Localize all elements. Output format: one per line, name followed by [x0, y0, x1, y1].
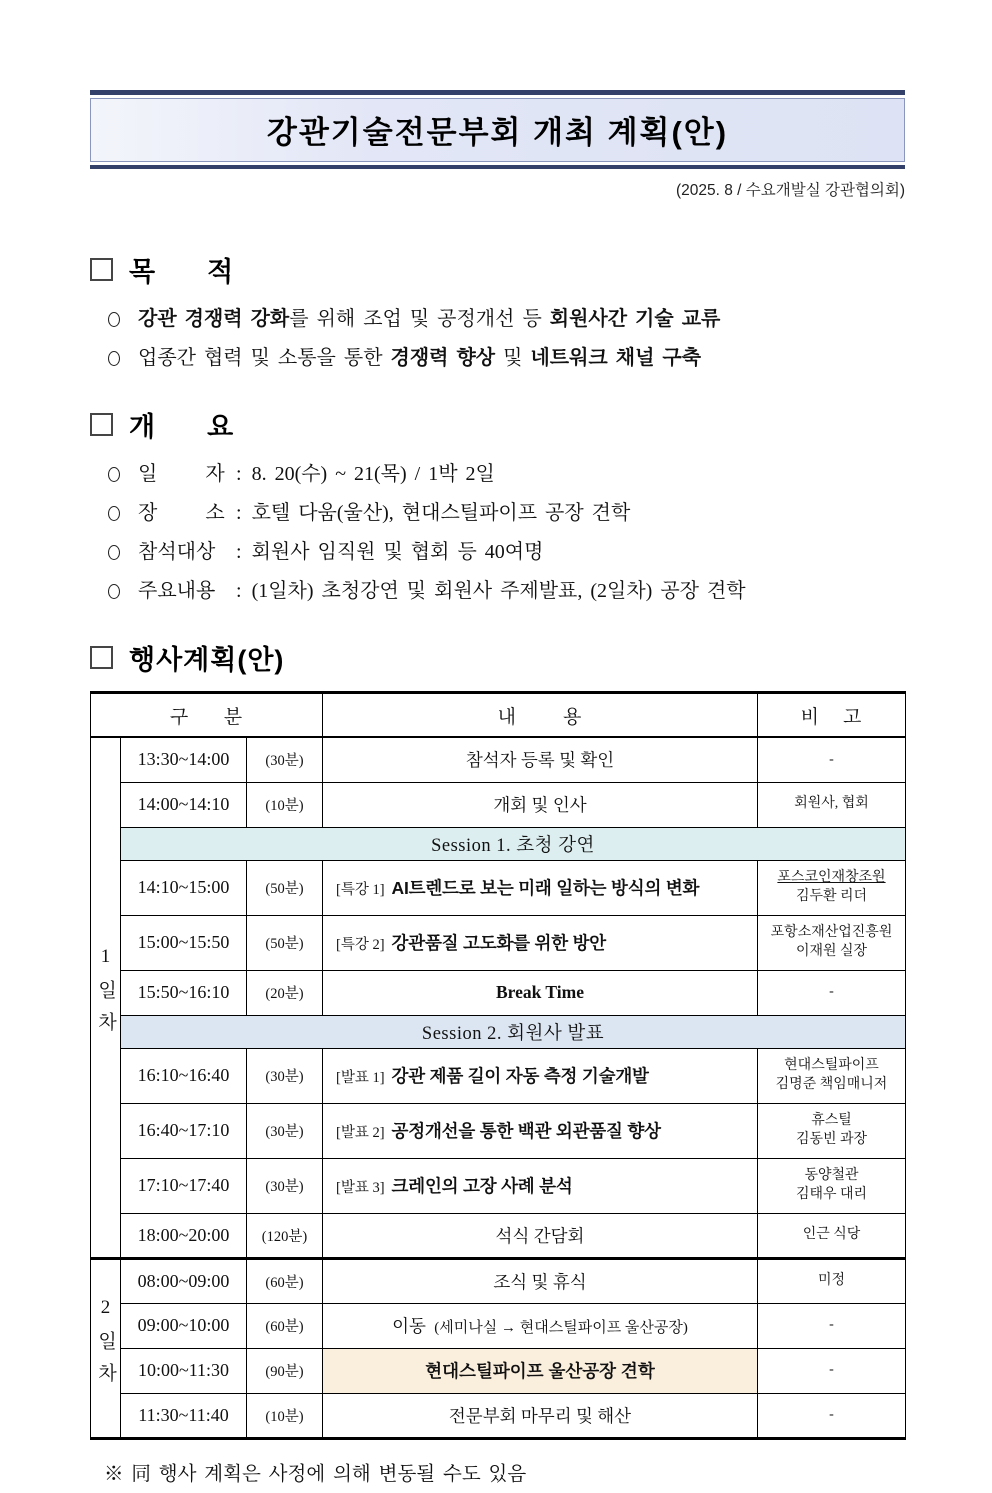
overview-item — [108, 537, 905, 567]
overview-separator: : — [236, 580, 242, 602]
time-cell: 14:00~14:10 — [121, 782, 247, 827]
talk-prefix: [발표 3] — [336, 1180, 385, 1196]
talk-title: 공정개선을 통한 백관 외관품질 향상 — [391, 1121, 661, 1141]
overview-item — [108, 576, 905, 606]
overview-label: 참석대상 — [138, 541, 216, 563]
content-cell: 석식 간담회 — [323, 1213, 758, 1258]
document-title: 강관기술전문부회 개최 계획(안) — [266, 115, 729, 150]
purpose-item-text — [138, 343, 701, 373]
purpose-item — [108, 304, 905, 334]
duration-cell: (20분) — [247, 970, 323, 1015]
content-main: 이동 — [392, 1316, 426, 1336]
session2-title: Session 2. 회원사 발표 — [121, 1015, 906, 1048]
time-cell: 14:10~15:00 — [121, 860, 247, 915]
talk-prefix: [발표 1] — [336, 1070, 385, 1086]
time-cell: 16:10~16:40 — [121, 1048, 247, 1103]
overview-item — [108, 459, 905, 489]
content-cell — [323, 860, 758, 915]
purpose-item — [108, 343, 905, 373]
note-cell — [758, 1103, 906, 1158]
duration-cell: (50분) — [247, 915, 323, 970]
purpose-bold-text: 경쟁력 향상 — [390, 347, 496, 369]
footnote: ※ 同 행사 계획은 사정에 의해 변동될 수도 있음 — [104, 1463, 527, 1485]
day2-cell — [91, 1258, 121, 1438]
content-cell — [323, 1303, 758, 1348]
overview-separator: : — [236, 541, 242, 563]
purpose-bold-text: 회원사간 기술 교류 — [549, 308, 721, 330]
note-cell: - — [758, 1348, 906, 1393]
note-person: 김동빈 과장 — [795, 1131, 868, 1147]
overview-label: 일 자 — [138, 463, 225, 485]
note-person: 이재원 실장 — [795, 943, 868, 959]
content-cell: 전문부회 마무리 및 해산 — [323, 1393, 758, 1438]
document-page — [0, 90, 992, 1486]
table-row — [91, 1048, 906, 1103]
time-cell: 17:10~17:40 — [121, 1158, 247, 1213]
highlighted-content-cell: 현대스틸파이프 울산공장 견학 — [323, 1348, 758, 1393]
duration-cell: (30분) — [247, 1103, 323, 1158]
checkbox-icon — [90, 646, 113, 669]
overview-value: 호텔 다움(울산), 현대스틸파이프 공장 견학 — [251, 502, 631, 524]
duration-cell: (60분) — [247, 1303, 323, 1348]
table-row — [91, 915, 906, 970]
talk-prefix: [특강 1] — [336, 882, 385, 898]
time-cell: 08:00~09:00 — [121, 1258, 247, 1303]
table-row — [91, 1213, 906, 1258]
duration-cell: (60분) — [247, 1258, 323, 1303]
overview-separator: : — [236, 502, 242, 524]
content-sub: (세미나실 → 현대스틸파이프 울산공장) — [434, 1320, 688, 1336]
time-cell: 15:50~16:10 — [121, 970, 247, 1015]
note-cell — [758, 915, 906, 970]
table-row — [91, 970, 906, 1015]
duration-cell: (10분) — [247, 1393, 323, 1438]
circle-bullet-icon — [108, 467, 120, 482]
checkbox-icon — [90, 258, 113, 281]
section-purpose-title: 목 적 — [129, 257, 235, 287]
overview-label: 주요내용 — [138, 580, 216, 602]
duration-cell: (30분) — [247, 737, 323, 782]
overview-list — [90, 459, 905, 606]
note-cell: - — [758, 1303, 906, 1348]
talk-title: 크레인의 고장 사례 분석 — [391, 1176, 573, 1196]
note-org: 현대스틸파이프 — [784, 1058, 879, 1074]
content-cell — [323, 915, 758, 970]
note-org: 동양철관 — [804, 1168, 859, 1184]
note-cell: - — [758, 1393, 906, 1438]
purpose-normal-text: 를 위해 조업 및 공정개선 등 — [289, 308, 550, 330]
note-org: 휴스틸 — [811, 1113, 852, 1129]
note-cell: 미정 — [758, 1258, 906, 1303]
note-cell: - — [758, 970, 906, 1015]
content-cell — [323, 1158, 758, 1213]
title-banner-inner — [90, 98, 905, 162]
duration-cell: (50분) — [247, 860, 323, 915]
col-header-content: 내 용 — [323, 693, 758, 738]
table-row — [91, 1348, 906, 1393]
time-cell: 15:00~15:50 — [121, 915, 247, 970]
section-purpose-heading — [90, 250, 905, 289]
note-cell — [758, 860, 906, 915]
content-cell: 참석자 등록 및 확인 — [323, 737, 758, 782]
table-row — [91, 1393, 906, 1438]
duration-cell: (30분) — [247, 1048, 323, 1103]
table-row — [91, 860, 906, 915]
circle-bullet-icon — [108, 351, 120, 366]
table-row — [91, 1258, 906, 1303]
talk-prefix: [발표 2] — [336, 1125, 385, 1141]
table-row — [91, 737, 906, 782]
section-overview-title: 개 요 — [129, 412, 235, 442]
document-subtitle: (2025. 8 / 수요개발실 강관협의회) — [676, 182, 905, 199]
talk-title: 강관품질 고도화를 위한 방안 — [391, 933, 606, 953]
schedule-table — [90, 691, 906, 1440]
time-cell: 16:40~17:10 — [121, 1103, 247, 1158]
time-cell: 09:00~10:00 — [121, 1303, 247, 1348]
note-cell: - — [758, 737, 906, 782]
purpose-bold-text: 강관 경쟁력 강화 — [138, 308, 290, 330]
session1-title: Session 1. 초청 강연 — [121, 827, 906, 860]
duration-cell: (30분) — [247, 1158, 323, 1213]
overview-value: 회원사 임직원 및 협회 등 40여명 — [251, 541, 544, 563]
note-org: 포스코인재창조원 — [777, 870, 886, 886]
content-cell — [323, 1103, 758, 1158]
circle-bullet-icon — [108, 312, 120, 327]
note-person: 김두환 리더 — [795, 888, 868, 904]
note-person: 김태우 대리 — [795, 1186, 868, 1202]
duration-cell: (90분) — [247, 1348, 323, 1393]
col-header-group: 구 분 — [91, 693, 323, 738]
circle-bullet-icon — [108, 584, 120, 599]
note-cell: 인근 식당 — [758, 1213, 906, 1258]
overview-value: (1일차) 초청강연 및 회원사 주제발표, (2일차) 공장 견학 — [251, 580, 746, 602]
schedule-header-row — [91, 693, 906, 738]
overview-item — [108, 498, 905, 528]
time-cell: 18:00~20:00 — [121, 1213, 247, 1258]
title-banner — [90, 90, 905, 169]
day2-label: 2일차 — [95, 1296, 116, 1395]
content-cell: Break Time — [323, 970, 758, 1015]
circle-bullet-icon — [108, 506, 120, 521]
talk-title: AI트렌드로 보는 미래 일하는 방식의 변화 — [391, 878, 700, 898]
time-cell: 11:30~11:40 — [121, 1393, 247, 1438]
overview-label: 장 소 — [138, 502, 225, 524]
col-header-note: 비 고 — [758, 693, 906, 738]
section-schedule-title: 행사계획(안) — [129, 645, 285, 675]
time-cell: 10:00~11:30 — [121, 1348, 247, 1393]
time-cell: 13:30~14:00 — [121, 737, 247, 782]
overview-value: 8. 20(수) ~ 21(목) / 1박 2일 — [251, 463, 495, 485]
content-cell: 조식 및 휴식 — [323, 1258, 758, 1303]
duration-cell: (120분) — [247, 1213, 323, 1258]
session1-row — [91, 827, 906, 860]
talk-title: 강관 제품 길이 자동 측정 기술개발 — [391, 1066, 649, 1086]
session2-row — [91, 1015, 906, 1048]
day1-cell — [91, 737, 121, 1258]
note-org: 포항소재산업진흥원 — [770, 925, 893, 941]
purpose-list — [90, 304, 905, 373]
checkbox-icon — [90, 413, 113, 436]
content-cell — [323, 1048, 758, 1103]
talk-prefix: [특강 2] — [336, 937, 385, 953]
content-cell: 개회 및 인사 — [323, 782, 758, 827]
note-cell — [758, 1158, 906, 1213]
duration-cell: (10분) — [247, 782, 323, 827]
note-cell — [758, 1048, 906, 1103]
table-row — [91, 1103, 906, 1158]
table-row — [91, 782, 906, 827]
table-row — [91, 1158, 906, 1213]
note-cell: 회원사, 협회 — [758, 782, 906, 827]
day1-label: 1일차 — [95, 945, 116, 1044]
section-schedule-heading — [90, 638, 905, 677]
note-person: 김명준 책임매니저 — [775, 1076, 888, 1092]
purpose-bold-text: 네트워크 채널 구축 — [530, 347, 702, 369]
purpose-item-text — [138, 304, 720, 334]
circle-bullet-icon — [108, 545, 120, 560]
section-overview-heading — [90, 405, 905, 444]
table-row — [91, 1303, 906, 1348]
purpose-normal-text: 업종간 협력 및 소통을 통한 — [138, 347, 391, 369]
overview-separator: : — [236, 463, 242, 485]
purpose-normal-text: 및 — [495, 347, 531, 369]
